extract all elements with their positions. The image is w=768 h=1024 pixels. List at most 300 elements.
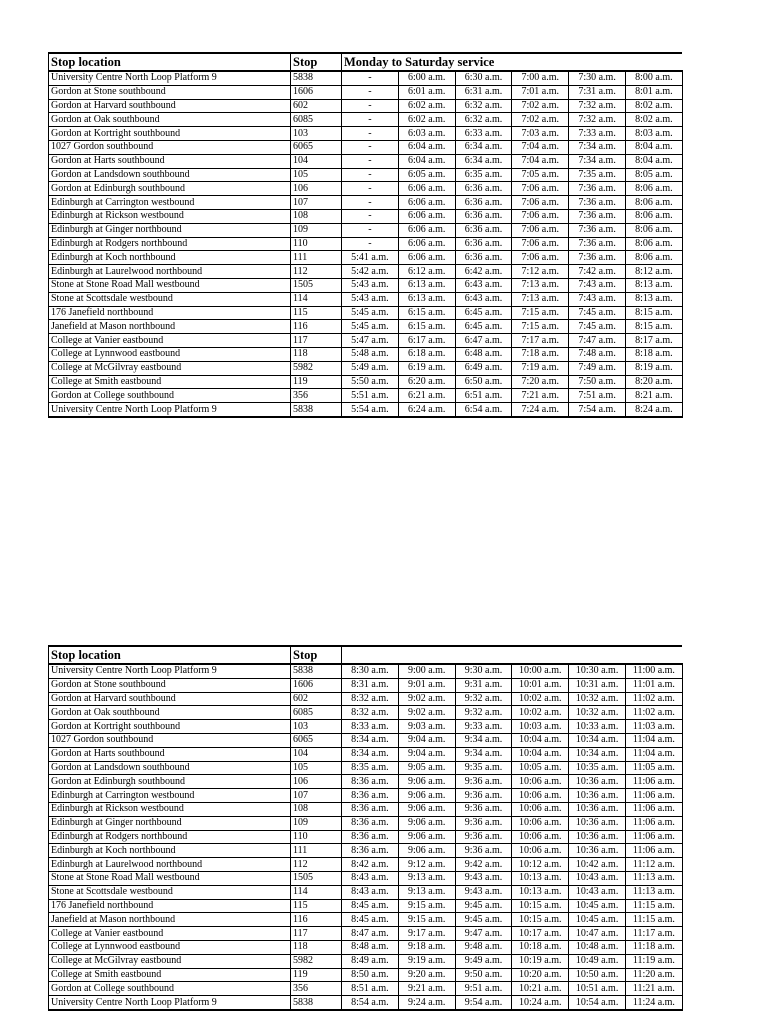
departure-time-cell: 6:02 a.m. [398,99,455,113]
departure-time-cell: 10:43 a.m. [569,885,626,899]
departure-time-cell: 11:03 a.m. [625,720,682,734]
table-row [49,320,683,334]
departure-time-cell: 5:45 a.m. [342,306,399,320]
stop-location-cell: Gordon at Landsdown southbound [49,168,291,182]
departure-time-cell: 7:00 a.m. [512,71,569,85]
departure-time-cell: 8:15 a.m. [625,320,682,334]
table-row [49,237,683,251]
stop-id-cell: 106 [291,775,342,789]
stop-location-cell: Gordon at Kortright southbound [49,127,291,141]
departure-time-cell: 7:51 a.m. [569,389,626,403]
departure-time-cell: 6:01 a.m. [398,85,455,99]
departure-time-cell: 6:00 a.m. [398,71,455,85]
departure-time-cell: 7:36 a.m. [569,237,626,251]
departure-time-cell: 8:43 a.m. [342,885,399,899]
departure-time-cell: 10:15 a.m. [512,899,569,913]
table-row [49,692,683,706]
table-row [49,816,683,830]
departure-time-cell: 6:54 a.m. [455,403,512,417]
departure-time-cell: 8:18 a.m. [625,347,682,361]
departure-time-cell: 8:06 a.m. [625,237,682,251]
stop-id-cell: 6085 [291,706,342,720]
table-row [49,885,683,899]
departure-time-cell: 10:06 a.m. [512,816,569,830]
table-row [49,802,683,816]
stop-location-cell: University Centre North Loop Platform 9 [49,71,291,85]
stop-id-cell: 105 [291,168,342,182]
departure-time-cell: 9:13 a.m. [398,871,455,885]
departure-time-cell: 10:04 a.m. [512,747,569,761]
table-row [49,940,683,954]
departure-time-cell: 9:54 a.m. [455,996,512,1010]
departure-time-cell: 6:04 a.m. [398,140,455,154]
departure-time-cell: 9:34 a.m. [455,747,512,761]
departure-time-cell: - [342,154,399,168]
stop-id-cell: 112 [291,858,342,872]
stop-id-cell: 602 [291,692,342,706]
departure-time-cell: 9:47 a.m. [455,927,512,941]
departure-time-cell: 9:48 a.m. [455,940,512,954]
departure-time-cell: 8:06 a.m. [625,182,682,196]
departure-time-cell: 10:17 a.m. [512,927,569,941]
departure-time-cell: 8:06 a.m. [625,196,682,210]
stop-id-cell: 117 [291,334,342,348]
departure-time-cell: 6:35 a.m. [455,168,512,182]
departure-time-cell: 7:33 a.m. [569,127,626,141]
departure-time-cell: 9:19 a.m. [398,954,455,968]
stop-id-cell: 5838 [291,664,342,678]
departure-time-cell: 10:31 a.m. [569,678,626,692]
departure-time-cell: 10:13 a.m. [512,871,569,885]
departure-time-cell: 8:06 a.m. [625,209,682,223]
departure-time-cell: 10:32 a.m. [569,706,626,720]
column-header-stop-location: Stop location [49,646,291,664]
stop-id-cell: 5838 [291,996,342,1010]
table-row [49,899,683,913]
departure-time-cell: 7:45 a.m. [569,306,626,320]
departure-time-cell: 6:04 a.m. [398,154,455,168]
departure-time-cell: 8:48 a.m. [342,940,399,954]
stop-id-cell: 115 [291,899,342,913]
departure-time-cell: 9:43 a.m. [455,871,512,885]
departure-time-cell: 10:50 a.m. [569,968,626,982]
departure-time-cell: 10:02 a.m. [512,706,569,720]
departure-time-cell: 7:24 a.m. [512,403,569,417]
departure-time-cell: 6:51 a.m. [455,389,512,403]
departure-time-cell: 7:32 a.m. [569,99,626,113]
table-row [49,706,683,720]
departure-time-cell: 8:51 a.m. [342,982,399,996]
departure-time-cell: 7:49 a.m. [569,361,626,375]
departure-time-cell: - [342,209,399,223]
stop-id-cell: 1505 [291,278,342,292]
departure-time-cell: 8:02 a.m. [625,99,682,113]
departure-time-cell: 7:34 a.m. [569,140,626,154]
stop-location-cell: Gordon at Landsdown southbound [49,761,291,775]
departure-time-cell: 8:35 a.m. [342,761,399,775]
departure-time-cell: 9:06 a.m. [398,844,455,858]
stop-location-cell: Edinburgh at Carrington westbound [49,789,291,803]
stop-id-cell: 114 [291,885,342,899]
table-row [49,927,683,941]
departure-time-cell: 6:36 a.m. [455,223,512,237]
table-row [49,761,683,775]
departure-time-cell: 11:06 a.m. [625,775,682,789]
departure-time-cell: 11:15 a.m. [625,913,682,927]
departure-time-cell: 7:42 a.m. [569,265,626,279]
departure-time-cell: 10:45 a.m. [569,913,626,927]
table-row [49,403,683,417]
departure-time-cell: 5:48 a.m. [342,347,399,361]
departure-time-cell: 7:32 a.m. [569,113,626,127]
stop-location-cell: College at McGilvray eastbound [49,361,291,375]
stop-id-cell: 107 [291,789,342,803]
stop-location-cell: Janefield at Mason northbound [49,913,291,927]
departure-time-cell: 10:19 a.m. [512,954,569,968]
departure-time-cell: 11:13 a.m. [625,885,682,899]
departure-time-cell: 8:49 a.m. [342,954,399,968]
table-row [49,292,683,306]
departure-time-cell: 11:04 a.m. [625,733,682,747]
departure-time-cell: 8:20 a.m. [625,375,682,389]
departure-time-cell: 7:06 a.m. [512,237,569,251]
table-row [49,85,683,99]
departure-time-cell: 11:06 a.m. [625,802,682,816]
departure-time-cell: 8:02 a.m. [625,113,682,127]
table-row [49,361,683,375]
departure-time-cell: 9:06 a.m. [398,816,455,830]
table-row [49,306,683,320]
departure-time-cell: 7:36 a.m. [569,223,626,237]
departure-time-cell: 9:43 a.m. [455,885,512,899]
departure-time-cell: 8:43 a.m. [342,871,399,885]
departure-time-cell: 7:05 a.m. [512,168,569,182]
departure-time-cell: - [342,140,399,154]
departure-time-cell: 11:21 a.m. [625,982,682,996]
stop-location-cell: Edinburgh at Koch northbound [49,251,291,265]
stop-id-cell: 1505 [291,871,342,885]
departure-time-cell: 6:06 a.m. [398,209,455,223]
table-row [49,113,683,127]
departure-time-cell: - [342,168,399,182]
departure-time-cell: 9:30 a.m. [455,664,512,678]
departure-time-cell: 8:45 a.m. [342,899,399,913]
stop-location-cell: Stone at Scottsdale westbound [49,292,291,306]
departure-time-cell: 6:31 a.m. [455,85,512,99]
stop-location-cell: Edinburgh at Rickson westbound [49,802,291,816]
departure-time-cell: 11:12 a.m. [625,858,682,872]
departure-time-cell: 6:17 a.m. [398,334,455,348]
stop-location-cell: Edinburgh at Ginger northbound [49,223,291,237]
table-row [49,775,683,789]
departure-time-cell: 6:36 a.m. [455,182,512,196]
departure-time-cell: 8:12 a.m. [625,265,682,279]
schedule-table-early [48,52,683,418]
departure-time-cell: 11:05 a.m. [625,761,682,775]
departure-time-cell: 8:36 a.m. [342,844,399,858]
table-row [49,99,683,113]
departure-time-cell: 9:05 a.m. [398,761,455,775]
departure-time-cell: 7:48 a.m. [569,347,626,361]
departure-time-cell: 7:06 a.m. [512,182,569,196]
table-row [49,347,683,361]
table-row [49,678,683,692]
stop-location-cell: Edinburgh at Rodgers northbound [49,237,291,251]
stop-id-cell: 106 [291,182,342,196]
departure-time-cell: 9:00 a.m. [398,664,455,678]
departure-time-cell: 10:06 a.m. [512,802,569,816]
table-row [49,251,683,265]
stop-location-cell: Gordon at Edinburgh southbound [49,775,291,789]
departure-time-cell: 10:36 a.m. [569,789,626,803]
departure-time-cell: - [342,237,399,251]
departure-time-cell: 8:01 a.m. [625,85,682,99]
table-row [49,127,683,141]
table-row [49,996,683,1010]
departure-time-cell: 10:48 a.m. [569,940,626,954]
stop-location-cell: Edinburgh at Rodgers northbound [49,830,291,844]
departure-time-cell: - [342,127,399,141]
departure-time-cell: 9:02 a.m. [398,706,455,720]
departure-time-cell: 10:06 a.m. [512,844,569,858]
departure-time-cell: 8:06 a.m. [625,223,682,237]
departure-time-cell: 7:34 a.m. [569,154,626,168]
departure-time-cell: 6:24 a.m. [398,403,455,417]
departure-time-cell: 6:02 a.m. [398,113,455,127]
departure-time-cell: 7:15 a.m. [512,320,569,334]
departure-time-cell: 6:13 a.m. [398,278,455,292]
departure-time-cell: 6:36 a.m. [455,251,512,265]
departure-time-cell: 6:43 a.m. [455,278,512,292]
departure-time-cell: 6:06 a.m. [398,196,455,210]
stop-location-cell: 176 Janefield northbound [49,899,291,913]
departure-time-cell: 5:50 a.m. [342,375,399,389]
stop-id-cell: 6065 [291,733,342,747]
stop-location-cell: Gordon at Harts southbound [49,747,291,761]
departure-time-cell: 7:36 a.m. [569,196,626,210]
table-row [49,154,683,168]
departure-time-cell: 8:36 a.m. [342,830,399,844]
stop-id-cell: 5838 [291,403,342,417]
departure-time-cell: 7:50 a.m. [569,375,626,389]
departure-time-cell: 10:24 a.m. [512,996,569,1010]
departure-time-cell: 9:04 a.m. [398,733,455,747]
departure-time-cell: 7:13 a.m. [512,278,569,292]
departure-time-cell: 7:02 a.m. [512,113,569,127]
stop-location-cell: Edinburgh at Carrington westbound [49,196,291,210]
departure-time-cell: 9:24 a.m. [398,996,455,1010]
departure-time-cell: 10:43 a.m. [569,871,626,885]
table-row [49,844,683,858]
stop-location-cell: College at Smith eastbound [49,375,291,389]
departure-time-cell: 6:05 a.m. [398,168,455,182]
departure-time-cell: 7:15 a.m. [512,306,569,320]
departure-time-cell: 5:42 a.m. [342,265,399,279]
table-row [49,265,683,279]
stop-location-cell: Gordon at College southbound [49,982,291,996]
departure-time-cell: 7:31 a.m. [569,85,626,99]
departure-time-cell: 10:36 a.m. [569,830,626,844]
departure-time-cell: 9:36 a.m. [455,816,512,830]
departure-time-cell: 8:42 a.m. [342,858,399,872]
departure-time-cell: 7:36 a.m. [569,209,626,223]
departure-time-cell: 11:06 a.m. [625,789,682,803]
stop-id-cell: 117 [291,927,342,941]
column-header-stop: Stop [291,53,342,71]
departure-time-cell: 11:20 a.m. [625,968,682,982]
departure-time-cell: 10:30 a.m. [569,664,626,678]
departure-time-cell: 9:36 a.m. [455,830,512,844]
departure-time-cell: - [342,71,399,85]
departure-time-cell: 8:06 a.m. [625,251,682,265]
table-row [49,168,683,182]
departure-time-cell: 9:20 a.m. [398,968,455,982]
departure-time-cell: - [342,223,399,237]
stop-id-cell: 111 [291,844,342,858]
stop-location-cell: Gordon at College southbound [49,389,291,403]
schedule-body-late [49,664,683,1010]
departure-time-cell: 9:06 a.m. [398,789,455,803]
table-row [49,196,683,210]
departure-time-cell: 7:21 a.m. [512,389,569,403]
departure-time-cell: 10:02 a.m. [512,692,569,706]
stop-location-cell: Gordon at Oak southbound [49,706,291,720]
stop-location-cell: University Centre North Loop Platform 9 [49,403,291,417]
departure-time-cell: 10:12 a.m. [512,858,569,872]
departure-time-cell: 10:34 a.m. [569,733,626,747]
departure-time-cell: 7:54 a.m. [569,403,626,417]
departure-time-cell: 7:43 a.m. [569,292,626,306]
departure-time-cell: 8:36 a.m. [342,789,399,803]
stop-id-cell: 110 [291,237,342,251]
departure-time-cell: 6:34 a.m. [455,154,512,168]
departure-time-cell: 9:32 a.m. [455,692,512,706]
departure-time-cell: 6:47 a.m. [455,334,512,348]
stop-location-cell: Edinburgh at Laurelwood northbound [49,265,291,279]
table-row [49,747,683,761]
stop-id-cell: 109 [291,816,342,830]
departure-time-cell: 8:24 a.m. [625,403,682,417]
departure-time-cell: 9:12 a.m. [398,858,455,872]
table-header-row [49,646,683,664]
column-header-stop-location: Stop location [49,53,291,71]
departure-time-cell: 7:01 a.m. [512,85,569,99]
departure-time-cell: 9:15 a.m. [398,913,455,927]
departure-time-cell: 8:34 a.m. [342,747,399,761]
stop-location-cell: 1027 Gordon southbound [49,140,291,154]
stop-id-cell: 111 [291,251,342,265]
departure-time-cell: 7:13 a.m. [512,292,569,306]
departure-time-cell: 6:15 a.m. [398,320,455,334]
departure-time-cell: 11:02 a.m. [625,706,682,720]
stop-location-cell: Edinburgh at Laurelwood northbound [49,858,291,872]
stop-id-cell: 116 [291,320,342,334]
stop-location-cell: Edinburgh at Rickson westbound [49,209,291,223]
table-row [49,334,683,348]
departure-time-cell: 8:17 a.m. [625,334,682,348]
departure-time-cell: 8:33 a.m. [342,720,399,734]
departure-time-cell: 9:42 a.m. [455,858,512,872]
departure-time-cell: 8:45 a.m. [342,913,399,927]
stop-id-cell: 114 [291,292,342,306]
departure-time-cell: 9:06 a.m. [398,775,455,789]
departure-time-cell: 9:03 a.m. [398,720,455,734]
departure-time-cell: 10:36 a.m. [569,816,626,830]
stop-location-cell: Gordon at Kortright southbound [49,720,291,734]
departure-time-cell: 9:34 a.m. [455,733,512,747]
stop-location-cell: 1027 Gordon southbound [49,733,291,747]
departure-time-cell: - [342,85,399,99]
stop-location-cell: Gordon at Harvard southbound [49,99,291,113]
departure-time-cell: 11:17 a.m. [625,927,682,941]
table-row [49,278,683,292]
stop-location-cell: Stone at Stone Road Mall westbound [49,871,291,885]
stop-location-cell: Gordon at Harts southbound [49,154,291,168]
departure-time-cell: 6:21 a.m. [398,389,455,403]
departure-time-cell: 8:04 a.m. [625,154,682,168]
departure-time-cell: 8:36 a.m. [342,802,399,816]
departure-time-cell: 9:36 a.m. [455,844,512,858]
departure-time-cell: 6:30 a.m. [455,71,512,85]
departure-time-cell: 10:45 a.m. [569,899,626,913]
departure-time-cell: 9:18 a.m. [398,940,455,954]
departure-time-cell: 7:20 a.m. [512,375,569,389]
stop-location-cell: University Centre North Loop Platform 9 [49,664,291,678]
departure-time-cell: 6:45 a.m. [455,320,512,334]
departure-time-cell: 6:50 a.m. [455,375,512,389]
departure-time-cell: 7:06 a.m. [512,251,569,265]
stop-id-cell: 109 [291,223,342,237]
stop-id-cell: 107 [291,196,342,210]
departure-time-cell: 8:36 a.m. [342,775,399,789]
column-header-service [342,646,683,664]
table-row [49,375,683,389]
departure-time-cell: 5:43 a.m. [342,292,399,306]
departure-time-cell: 9:06 a.m. [398,802,455,816]
stop-location-cell: Gordon at Oak southbound [49,113,291,127]
departure-time-cell: 9:06 a.m. [398,830,455,844]
table-row [49,664,683,678]
stop-location-cell: Gordon at Stone southbound [49,678,291,692]
departure-time-cell: 5:51 a.m. [342,389,399,403]
departure-time-cell: 7:06 a.m. [512,196,569,210]
departure-time-cell: 10:35 a.m. [569,761,626,775]
departure-time-cell: 7:47 a.m. [569,334,626,348]
departure-time-cell: 10:36 a.m. [569,775,626,789]
departure-time-cell: 10:21 a.m. [512,982,569,996]
departure-time-cell: 7:43 a.m. [569,278,626,292]
departure-time-cell: 10:06 a.m. [512,775,569,789]
departure-time-cell: 7:35 a.m. [569,168,626,182]
stop-id-cell: 1606 [291,678,342,692]
departure-time-cell: 10:05 a.m. [512,761,569,775]
departure-time-cell: 7:19 a.m. [512,361,569,375]
departure-time-cell: 10:06 a.m. [512,830,569,844]
stop-id-cell: 119 [291,375,342,389]
stop-location-cell: Stone at Stone Road Mall westbound [49,278,291,292]
departure-time-cell: 6:06 a.m. [398,223,455,237]
departure-time-cell: 9:17 a.m. [398,927,455,941]
departure-time-cell: 7:06 a.m. [512,223,569,237]
departure-time-cell: 11:24 a.m. [625,996,682,1010]
departure-time-cell: 5:43 a.m. [342,278,399,292]
departure-time-cell: 11:13 a.m. [625,871,682,885]
departure-time-cell: 11:06 a.m. [625,816,682,830]
departure-time-cell: 9:45 a.m. [455,913,512,927]
departure-time-cell: 10:33 a.m. [569,720,626,734]
departure-time-cell: - [342,196,399,210]
table-row [49,858,683,872]
